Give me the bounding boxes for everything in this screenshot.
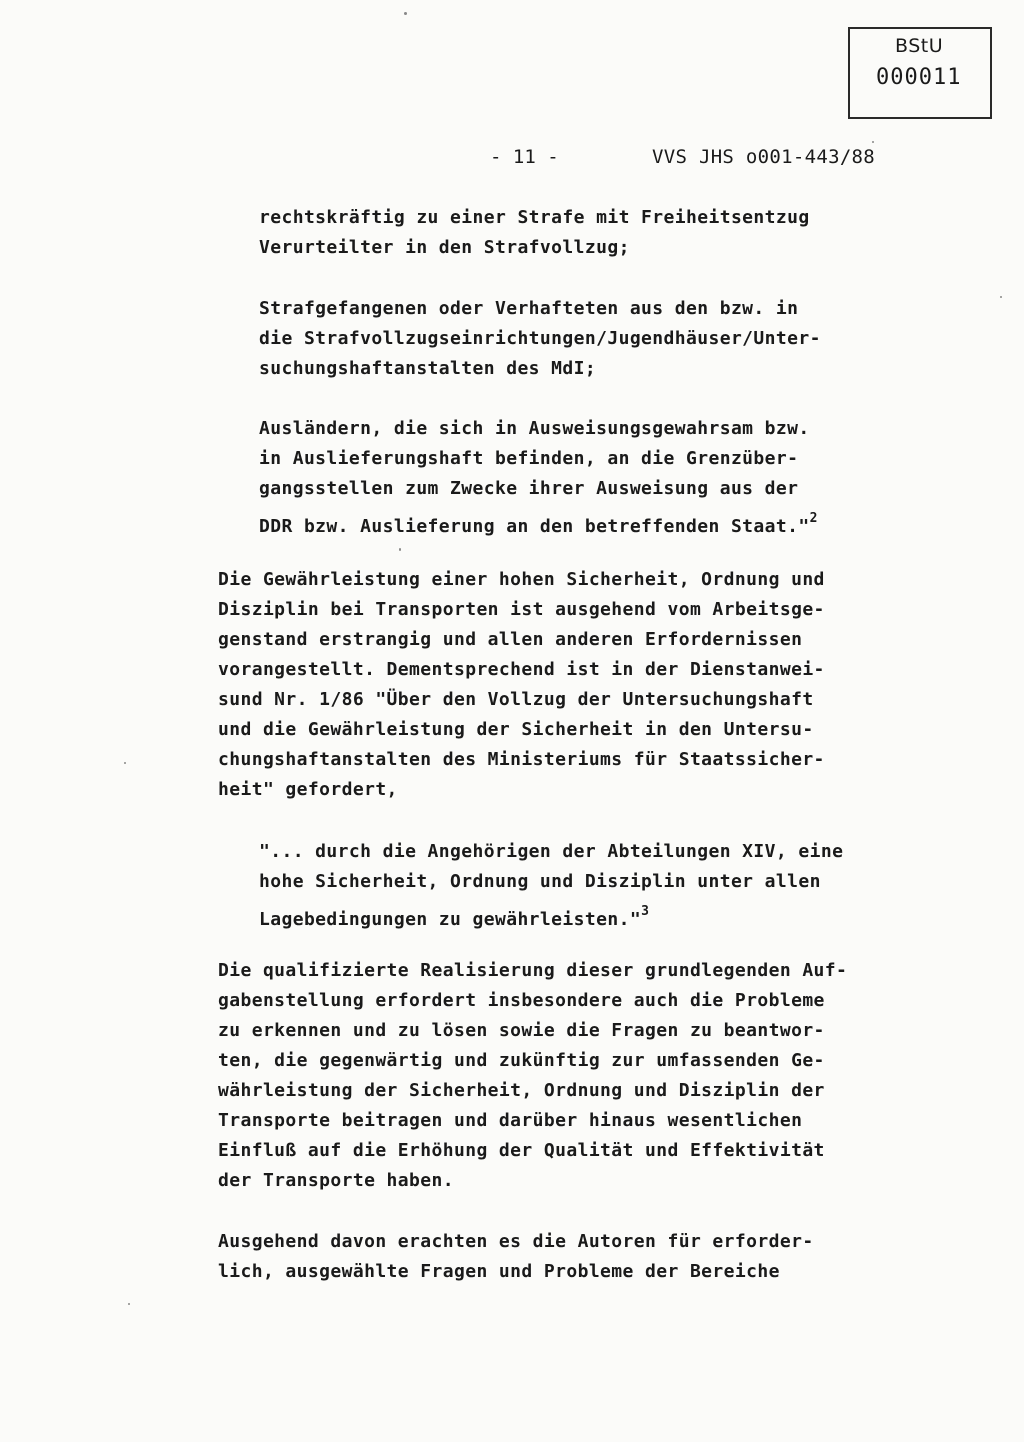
text-line: rechtskräftig zu einer Strafe mit Freiheitsentzug [259, 207, 810, 228]
scan-speck [404, 12, 407, 15]
text-line: heit" gefordert, [218, 779, 398, 800]
text-line-with-footnote [259, 897, 843, 935]
text-line: Strafgefangenen oder Verhafteten aus den bzw. in [259, 298, 799, 319]
text-line: Lagebedingungen zu gewährleisten." [259, 909, 642, 930]
scan-speck [124, 762, 126, 764]
document-reference: VVS JHS o001-443/88 [652, 146, 876, 168]
text-line: und die Gewährleistung der Sicherheit in den Untersu- [218, 719, 814, 740]
text-line: Die Gewährleistung einer hohen Sicherheit, Ordnung und [218, 569, 825, 590]
text-line: hohe Sicherheit, Ordnung und Disziplin unter allen [259, 871, 821, 892]
quote-paragraph-2 [259, 294, 821, 384]
page-number: - 11 - [490, 146, 559, 168]
text-line: Verurteilter in den Strafvollzug; [259, 237, 630, 258]
quote-paragraph-3 [259, 414, 818, 542]
stamp-org: BStU [895, 35, 944, 57]
text-line: vorangestellt. Dementsprechend ist in der Dienstanwei- [218, 659, 825, 680]
text-line: lich, ausgewählte Fragen und Probleme der Bereiche [218, 1261, 780, 1282]
text-line: die Strafvollzugseinrichtungen/Jugendhäuser/Unter- [259, 328, 821, 349]
text-line: Transporte beitragen und darüber hinaus wesentlichen [218, 1110, 803, 1131]
body-paragraph-2 [218, 956, 847, 1196]
text-line: Disziplin bei Transporten ist ausgehend vom Arbeitsge- [218, 599, 825, 620]
footnote-marker: 3 [641, 904, 650, 919]
text-line: der Transporte haben. [218, 1170, 454, 1191]
footnote-marker: 2 [809, 511, 818, 526]
text-line: genstand erstrangig und allen anderen Erfordernissen [218, 629, 803, 650]
text-line: suchungshaftanstalten des MdI; [259, 358, 597, 379]
scan-speck [399, 548, 401, 551]
text-line: gabenstellung erfordert insbesondere auch die Probleme [218, 990, 825, 1011]
body-paragraph-3 [218, 1227, 814, 1287]
text-line: Ausländern, die sich in Ausweisungsgewahrsam bzw. [259, 418, 810, 439]
text-line: ten, die gegenwärtig und zukünftig zur umfassenden Ge- [218, 1050, 825, 1071]
stamp-number: 000011 [876, 65, 962, 90]
text-line-with-footnote [259, 504, 818, 542]
scan-speck [1000, 296, 1002, 298]
text-line: sund Nr. 1/86 "Über den Vollzug der Untersuchungshaft [218, 689, 814, 710]
text-line: Die qualifizierte Realisierung dieser grundlegenden Auf- [218, 960, 848, 981]
text-line: Ausgehend davon erachten es die Autoren für erforder- [218, 1231, 814, 1252]
text-line: DDR bzw. Auslieferung an den betreffenden Staat." [259, 516, 810, 537]
text-line: in Auslieferungshaft befinden, an die Grenzüber- [259, 448, 799, 469]
scan-speck [872, 141, 874, 143]
scan-speck [128, 1303, 130, 1305]
archive-stamp [848, 27, 992, 119]
text-line: währleistung der Sicherheit, Ordnung und Disziplin der [218, 1080, 825, 1101]
quote-paragraph-4 [259, 837, 843, 935]
body-paragraph-1 [218, 565, 825, 805]
text-line: zu erkennen und zu lösen sowie die Fragen zu beantwor- [218, 1020, 825, 1041]
text-line: Einfluß auf die Erhöhung der Qualität und Effektivität [218, 1140, 825, 1161]
text-line: chungshaftanstalten des Ministeriums für Staatssicher- [218, 749, 825, 770]
text-line: "... durch die Angehörigen der Abteilungen XIV, eine [259, 841, 844, 862]
quote-paragraph-1 [259, 203, 810, 263]
text-line: gangsstellen zum Zwecke ihrer Ausweisung aus der [259, 478, 799, 499]
